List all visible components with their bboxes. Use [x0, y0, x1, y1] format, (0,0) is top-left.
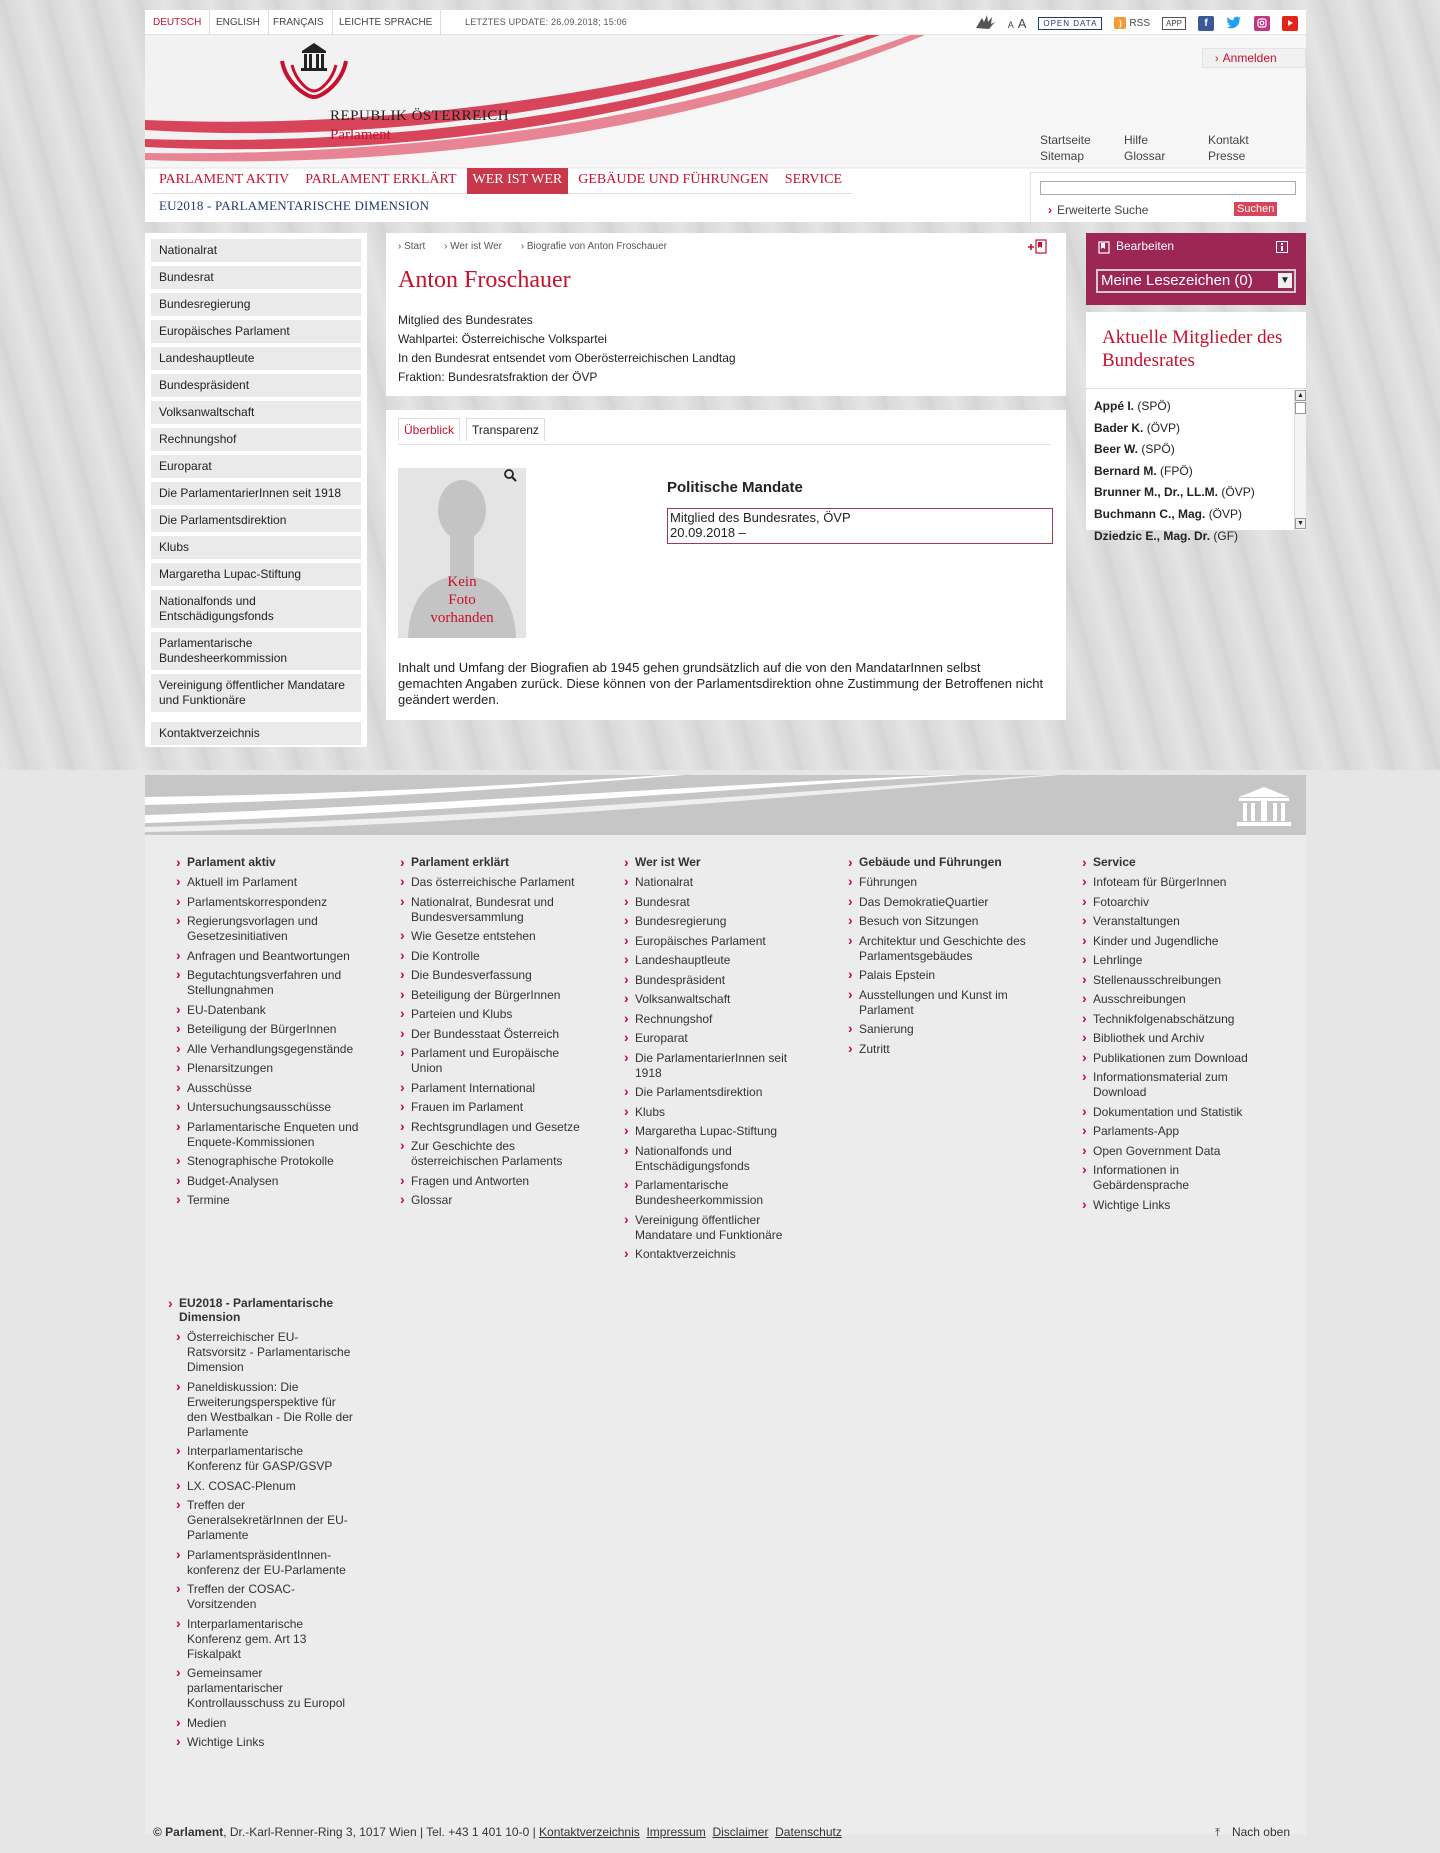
footer-link[interactable]: › Untersuchungsausschüsse	[174, 1100, 364, 1115]
sidebar-item-parlamentsdirektion[interactable]: Die Parlamentsdirektion	[151, 509, 361, 532]
member-name: Dziedzic E., Mag. Dr.	[1094, 528, 1211, 543]
sidebar-item-nationalfonds[interactable]: Nationalfonds und Entschädigungsfonds	[151, 590, 361, 628]
footer-link[interactable]: › Das DemokratieQuartier	[846, 895, 1036, 910]
breadcrumb-start-label: Start	[404, 241, 426, 252]
member-party: (FPÖ)	[1160, 463, 1193, 478]
footer-link[interactable]: › Die Kontrolle	[398, 949, 588, 964]
footer-link[interactable]: › Kinder und Jugendliche	[1080, 934, 1270, 949]
bookmarks-select-value: Meine Lesezeichen (0)	[1101, 272, 1253, 289]
footer-heading[interactable]: › Wer ist Wer	[622, 855, 812, 869]
footer-heading[interactable]: › Gebäude und Führungen	[846, 855, 1036, 869]
profile-faction: Fraktion: Bundesratsfraktion der ÖVP	[398, 370, 598, 384]
breadcrumb	[398, 241, 683, 252]
footer-link-impressum[interactable]: Impressum	[646, 1825, 706, 1839]
overview-panel	[386, 410, 1066, 720]
member-party: (SPÖ)	[1141, 442, 1175, 457]
footer-link[interactable]: › Publikationen zum Download	[1080, 1051, 1270, 1066]
mandate-role: Mitglied des Bundesrates, ÖVP	[670, 510, 851, 525]
footer-link[interactable]: › Treffen der COSAC-Vorsitzenden	[174, 1582, 356, 1612]
footer-link[interactable]: › Das österreichische Parlament	[398, 875, 588, 890]
footer-link[interactable]: › Parlaments-App	[1080, 1124, 1270, 1139]
footer-link[interactable]: › Lehrlinge	[1080, 953, 1270, 968]
login-button[interactable]	[1202, 48, 1306, 68]
list-item[interactable]	[1094, 504, 1255, 526]
parliament-building-icon	[1235, 785, 1293, 827]
parliament-logo-icon	[276, 39, 352, 99]
footer-link[interactable]: › Die Parlamentsdirektion	[622, 1085, 812, 1100]
facebook-icon[interactable]: f	[1198, 16, 1214, 31]
footer-link[interactable]: › Bibliothek und Archiv	[1080, 1031, 1270, 1046]
footer-link[interactable]: › Parteien und Klubs	[398, 1007, 588, 1022]
footer-link[interactable]: › Bundesrat	[622, 895, 812, 910]
footer-link[interactable]: › Veranstaltungen	[1080, 914, 1270, 929]
breadcrumb-current: › Biografie von Anton Froschauer	[520, 241, 667, 252]
footer-link[interactable]: › Europäisches Parlament	[622, 934, 812, 949]
sidebar-item-rechnungshof[interactable]: Rechnungshof	[151, 428, 361, 451]
quick-links-col-3	[1208, 132, 1249, 164]
members-scrollbar[interactable]	[1294, 390, 1306, 530]
no-photo-line-3: vorhanden	[430, 610, 494, 626]
member-name: Bader K.	[1094, 420, 1144, 435]
presse-link[interactable]: Presse	[1208, 149, 1246, 163]
footer-link[interactable]: › Wie Gesetze entstehen	[398, 929, 588, 944]
extended-search-label: Erweiterte Suche	[1057, 203, 1149, 217]
profile-role: Mitglied des Bundesrates	[398, 313, 533, 327]
footer-link[interactable]: › Stellenausschreibungen	[1080, 973, 1270, 988]
startseite-link[interactable]: Startseite	[1040, 133, 1091, 147]
footer-link[interactable]: › Parlament und Europäische Union	[398, 1046, 588, 1076]
footer-link[interactable]: › Wichtige Links	[1080, 1198, 1270, 1213]
header	[145, 35, 1306, 222]
list-item[interactable]	[1094, 418, 1255, 440]
chevron-right-icon: ›	[1215, 53, 1219, 65]
footer-link[interactable]: › EU-Datenbank	[174, 1003, 364, 1018]
member-party: (SPÖ)	[1137, 399, 1171, 413]
footer-column-service	[1080, 855, 1270, 1217]
sitemap-link[interactable]: Sitemap	[1040, 149, 1085, 163]
quick-links-col-1	[1040, 132, 1091, 164]
search-input[interactable]	[1040, 181, 1296, 195]
member-party: (ÖVP)	[1146, 420, 1181, 435]
sidebar-item-parlamentarierinnen[interactable]: Die ParlamentarierInnen seit 1918	[151, 482, 361, 505]
no-photo-text	[398, 573, 526, 627]
footer-link-datenschutz[interactable]: Datenschutz	[775, 1825, 842, 1839]
members-title-line-2: Bundesrates	[1102, 350, 1195, 371]
tab-ueberblick[interactable]: Überblick	[398, 418, 460, 441]
quick-links-col-2	[1124, 132, 1165, 164]
footer-link[interactable]: › Margaretha Lupac-Stiftung	[622, 1124, 812, 1139]
footer-link[interactable]: › Nationalfonds und Entschädigungsfonds	[622, 1144, 812, 1174]
footer-link[interactable]: › Fotoarchiv	[1080, 895, 1270, 910]
footer-column-wer-ist-wer	[622, 855, 812, 1267]
info-icon[interactable]	[1276, 241, 1288, 253]
sidebar-item-nationalrat[interactable]: Nationalrat	[151, 239, 361, 262]
bookmarks-panel	[1086, 233, 1306, 305]
footer-link[interactable]: › Infoteam für BürgerInnen	[1080, 875, 1270, 890]
members-divider	[1086, 388, 1306, 389]
footer-link[interactable]: › Zutritt	[846, 1042, 1036, 1057]
members-panel	[1086, 312, 1306, 543]
member-party: (ÖVP)	[1221, 485, 1255, 500]
footer-link[interactable]: › Stenographische Protokolle	[174, 1154, 364, 1169]
footer-link[interactable]: › Die ParlamentarierInnen seit 1918	[622, 1051, 812, 1081]
footer-link[interactable]: › Parlamentarische Enqueten und Enquete-Kommissionen	[174, 1120, 364, 1150]
footer-link[interactable]: › Beteiligung der BürgerInnen	[398, 988, 588, 1003]
rss-icon: )	[1114, 17, 1126, 29]
footer-link[interactable]: › Führungen	[846, 875, 1036, 890]
extended-search-link[interactable]	[1048, 203, 1148, 217]
breadcrumb-wer-ist-wer-label: Wer ist Wer	[450, 241, 502, 252]
footer-link[interactable]: › Bundesregierung	[622, 914, 812, 929]
font-size-small-button[interactable]: A	[1007, 19, 1014, 30]
footer-link[interactable]: › Parlamentskorrespondenz	[174, 895, 364, 910]
footer-link[interactable]: › Dokumentation und Statistik	[1080, 1105, 1270, 1120]
chevron-right-icon: ›	[1048, 203, 1052, 217]
lang-leichte-sprache[interactable]: LEICHTE SPRACHE	[331, 10, 441, 35]
bookmark-icon	[1098, 241, 1110, 254]
font-size-large-button[interactable]: A	[1017, 15, 1027, 31]
sidebar-item-landeshauptleute[interactable]: Landeshauptleute	[151, 347, 361, 370]
sidebar-item-bundesregierung[interactable]: Bundesregierung	[151, 293, 361, 316]
scroll-down-icon[interactable]: ▼	[1295, 518, 1306, 529]
chevron-down-icon: ▼	[1278, 273, 1292, 288]
back-to-top-label: Nach oben	[1231, 1825, 1290, 1839]
tab-transparenz[interactable]: Transparenz	[466, 418, 545, 441]
footer-link[interactable]: › Frauen im Parlament	[398, 1100, 588, 1115]
footer-link[interactable]: › Plenarsitzungen	[174, 1061, 364, 1076]
footer-link[interactable]: › Österreichischer EU-Ratsvorsitz - Parlamentarische Dimension	[174, 1330, 356, 1375]
open-data-link[interactable]: OPEN DATA	[1038, 17, 1102, 30]
footer-link[interactable]: › Vereinigung öffentlicher Mandatare und Funktionäre	[622, 1213, 812, 1243]
member-name: Appé I.	[1094, 399, 1135, 413]
footer-link[interactable]: › LX. COSAC-Plenum	[174, 1479, 356, 1494]
address: , Dr.-Karl-Renner-Ring 3, 1017 Wien | Tel. +43 1 401 10-0 |	[223, 1825, 540, 1839]
footer-link[interactable]: › Architektur und Geschichte des Parlamentsgebäudes	[846, 934, 1036, 964]
rss-label: RSS	[1129, 17, 1150, 29]
footer-link[interactable]: › Termine	[174, 1193, 364, 1208]
add-bookmark-icon[interactable]	[1026, 239, 1048, 255]
footer-link[interactable]: › Parlamentarische Bundesheerkommission	[622, 1178, 812, 1208]
search-button[interactable]: Suchen	[1234, 202, 1277, 216]
no-photo-line-1: Kein	[447, 574, 477, 590]
members-title	[1102, 326, 1282, 372]
sidebar-item-bundespraesident[interactable]: Bundespräsident	[151, 374, 361, 397]
footer-heading[interactable]: › EU2018 - Parlamentarische Dimension	[166, 1296, 356, 1324]
kontakt-link[interactable]: Kontakt	[1208, 133, 1249, 147]
footer-link[interactable]: › Beteiligung der BürgerInnen	[174, 1022, 364, 1037]
tab-divider	[398, 444, 1050, 445]
mandate-box	[667, 508, 1053, 544]
profile-photo	[398, 468, 526, 638]
back-to-top-button[interactable]	[1215, 1825, 1290, 1840]
logo-subtitle[interactable]: Parlament	[330, 127, 391, 143]
footer-link[interactable]: › Palais Epstein	[846, 968, 1036, 983]
footer-link[interactable]: › Sanierung	[846, 1022, 1036, 1037]
footer-link[interactable]: › Interparlamentarische Konferenz gem. Art 13 Fiskalpakt	[174, 1617, 356, 1662]
nav-eu2018[interactable]: EU2018 - PARLAMENTARISCHE DIMENSION	[159, 198, 430, 213]
list-item[interactable]	[1094, 526, 1255, 548]
list-item[interactable]	[1094, 482, 1255, 504]
footer-link[interactable]: › Die Bundesverfassung	[398, 968, 588, 983]
footer-link[interactable]: › Parlament International	[398, 1081, 588, 1096]
footer-link[interactable]: › Der Bundesstaat Österreich	[398, 1027, 588, 1042]
list-item[interactable]	[1094, 396, 1255, 418]
page-title: Anton Froschauer	[398, 267, 571, 293]
footer-link[interactable]: › Wichtige Links	[174, 1735, 356, 1750]
footer-link[interactable]: › Medien	[174, 1716, 356, 1731]
footer-link[interactable]: › Rechtsgrundlagen und Gesetze	[398, 1120, 588, 1135]
scroll-thumb[interactable]	[1295, 402, 1306, 414]
footer-link[interactable]: › Paneldiskussion: Die Erweiterungsperspektive für den Westbalkan - Die Rolle der Parlamente	[174, 1380, 356, 1440]
bookmarks-title[interactable]: Bearbeiten	[1116, 239, 1175, 253]
profile-delegation: In den Bundesrat entsendet vom Oberösterreichischen Landtag	[398, 351, 736, 365]
list-item[interactable]	[1094, 439, 1255, 461]
mandate-date: 20.09.2018 –	[670, 525, 746, 540]
footer-link[interactable]: › Technikfolgenabschätzung	[1080, 1012, 1270, 1027]
footer-link-kontaktverzeichnis[interactable]: Kontaktverzeichnis	[539, 1825, 640, 1839]
footer-column-parlament-erklaert	[398, 855, 588, 1213]
footer-link[interactable]: › Zur Geschichte des österreichischen Parlaments	[398, 1139, 588, 1169]
footer-link[interactable]: › Fragen und Antworten	[398, 1174, 588, 1189]
sidebar-item-kontaktverzeichnis[interactable]: Kontaktverzeichnis	[151, 722, 361, 745]
footer-link[interactable]: › Aktuell im Parlament	[174, 875, 364, 890]
no-photo-line-2: Foto	[448, 592, 476, 608]
member-name: Buchmann C., Mag.	[1094, 506, 1206, 521]
footer-link[interactable]: › Informationsmaterial zum Download	[1080, 1070, 1270, 1100]
footer-column-eu2018	[166, 1296, 356, 1755]
top-bar	[145, 10, 1306, 35]
lang-english[interactable]: ENGLISH	[208, 10, 269, 35]
profile-panel	[386, 233, 1066, 396]
sidebar-item-volksanwaltschaft[interactable]: Volksanwaltschaft	[151, 401, 361, 424]
member-name: Beer W.	[1094, 442, 1139, 457]
breadcrumb-start[interactable]: › Start	[398, 241, 426, 252]
list-item[interactable]	[1094, 461, 1255, 483]
footer-link[interactable]: › Klubs	[622, 1105, 812, 1120]
footer-link-disclaimer[interactable]: Disclaimer	[712, 1825, 769, 1839]
youtube-icon[interactable]	[1282, 16, 1298, 31]
footer-link[interactable]: › Interparlamentarische Konferenz für GASP/GSVP	[174, 1444, 356, 1474]
rss-link[interactable]	[1114, 17, 1150, 29]
footer-link[interactable]: › Nationalrat	[622, 875, 812, 890]
sidebar-item-lupac-stiftung[interactable]: Margaretha Lupac-Stiftung	[151, 563, 361, 586]
copyright-label: © Parlament	[153, 1825, 224, 1839]
member-party: (GF)	[1213, 528, 1239, 543]
top-icons	[974, 14, 1298, 32]
footer-link[interactable]: › Ausschreibungen	[1080, 992, 1270, 1007]
sidebar-item-bundesheerkommission[interactable]: Parlamentarische Bundesheerkommission	[151, 632, 361, 670]
sidebar-item-klubs[interactable]: Klubs	[151, 536, 361, 559]
footer-heading[interactable]: › Service	[1080, 855, 1270, 869]
members-title-line-1: Aktuelle Mitglieder des	[1102, 327, 1283, 348]
sidebar-item-europarat[interactable]: Europarat	[151, 455, 361, 478]
profile-info	[398, 311, 736, 387]
last-update: LETZTES UPDATE: 26.09.2018; 15:06	[465, 17, 628, 27]
footer-link[interactable]: › Ausstellungen und Kunst im Parlament	[846, 988, 1036, 1018]
footer-link[interactable]: › ParlamentspräsidentInnen-konferenz der EU-Parlamente	[174, 1548, 356, 1578]
footer-link[interactable]: › Nationalrat, Bundesrat und Bundesversammlung	[398, 895, 588, 925]
sidebar	[145, 233, 367, 747]
nav-parlament-aktiv[interactable]: PARLAMENT AKTIV	[159, 172, 290, 187]
footer-heading[interactable]: › Parlament erklärt	[398, 855, 588, 869]
footer-link[interactable]: › Bundespräsident	[622, 973, 812, 988]
nav-gebaeude-und-fuehrungen[interactable]: GEBÄUDE UND FÜHRUNGEN	[578, 172, 769, 187]
scroll-up-icon[interactable]: ▲	[1295, 390, 1306, 401]
footer-link[interactable]: › Open Government Data	[1080, 1144, 1270, 1159]
instagram-icon[interactable]	[1254, 16, 1270, 31]
sidebar-item-bundesrat[interactable]: Bundesrat	[151, 266, 361, 289]
footer-link[interactable]: › Europarat	[622, 1031, 812, 1046]
footer-column-gebaeude	[846, 855, 1036, 1061]
login-label: Anmelden	[1222, 51, 1277, 65]
main-navigation	[153, 168, 852, 194]
footer-link[interactable]: › Begutachtungsverfahren und Stellungnahmen	[174, 968, 364, 998]
footer-link[interactable]: › Besuch von Sitzungen	[846, 914, 1036, 929]
footer-column-parlament-aktiv	[174, 855, 364, 1213]
footer-link[interactable]: › Volksanwaltschaft	[622, 992, 812, 1007]
footer-link[interactable]: › Alle Verhandlungsgegenstände	[174, 1042, 364, 1057]
member-name: Bernard M.	[1094, 463, 1157, 478]
nav-service[interactable]: SERVICE	[784, 172, 843, 187]
footer-link[interactable]: › Landeshauptleute	[622, 953, 812, 968]
footer-link[interactable]: › Anfragen und Beantwortungen	[174, 949, 364, 964]
bookmarks-select[interactable]	[1096, 269, 1296, 293]
mandates-title: Politische Mandate	[667, 479, 803, 496]
nav-wer-ist-wer[interactable]: WER IST WER	[467, 168, 569, 194]
footer-link[interactable]: › Gemeinsamer parlamentarischer Kontrollausschuss zu Europol	[174, 1666, 356, 1711]
profile-party: Wahlpartei: Österreichische Volkspartei	[398, 332, 607, 346]
member-name: Brunner M., Dr., LL.M.	[1094, 485, 1219, 500]
hilfe-link[interactable]: Hilfe	[1124, 133, 1149, 147]
footer-link[interactable]: › Ausschüsse	[174, 1081, 364, 1096]
glossar-link[interactable]: Glossar	[1124, 149, 1166, 163]
arrow-up-icon: ⤒	[1215, 1827, 1220, 1839]
profile-tabs	[398, 418, 545, 441]
footer-swoosh	[145, 775, 1306, 835]
twitter-icon[interactable]	[1226, 16, 1242, 31]
footer-link[interactable]: › Budget-Analysen	[174, 1174, 364, 1189]
footer-link[interactable]: › Glossar	[398, 1193, 588, 1208]
footer-band	[145, 775, 1306, 835]
logo-title[interactable]: REPUBLIK ÖSTERREICH	[330, 108, 510, 124]
footer-link[interactable]: › Treffen der GeneralsekretärInnen der EU-Parlamente	[174, 1498, 356, 1543]
sign-language-icon[interactable]	[974, 14, 996, 33]
members-list	[1094, 396, 1255, 547]
sidebar-item-europaeisches-parlament[interactable]: Europäisches Parlament	[151, 320, 361, 343]
breadcrumb-wer-ist-wer[interactable]: › Wer ist Wer	[444, 241, 502, 252]
footer-link[interactable]: › Regierungsvorlagen und Gesetzesinitiativen	[174, 914, 364, 944]
footer-link[interactable]: › Rechnungshof	[622, 1012, 812, 1027]
footer-link[interactable]: › Informationen in Gebärdensprache	[1080, 1163, 1270, 1193]
sidebar-item-vereinigung[interactable]: Vereinigung öffentlicher Mandatare und Funktionäre	[151, 674, 361, 712]
app-link[interactable]: APP	[1162, 17, 1186, 30]
lang-francais[interactable]: FRANÇAIS	[265, 10, 333, 35]
biography-disclaimer: Inhalt und Umfang der Biografien ab 1945 gehen grundsätzlich auf die von den MandatarInnen selbst gemachten Angaben zurück. Diese können von der Parlamentsdirektion ohne Zustimmung der Betroffenen nicht geändert werden.	[398, 660, 1044, 707]
copyright	[153, 1825, 842, 1839]
nav-parlament-erklaert[interactable]: PARLAMENT ERKLÄRT	[305, 172, 457, 187]
member-party: (ÖVP)	[1208, 506, 1243, 521]
footer-heading[interactable]: › Parlament aktiv	[174, 855, 364, 869]
footer-link[interactable]: › Kontaktverzeichnis	[622, 1247, 812, 1262]
zoom-icon[interactable]	[503, 468, 517, 482]
breadcrumb-current-label: Biografie von Anton Froschauer	[526, 241, 667, 252]
lang-deutsch[interactable]: DEUTSCH	[145, 10, 210, 35]
